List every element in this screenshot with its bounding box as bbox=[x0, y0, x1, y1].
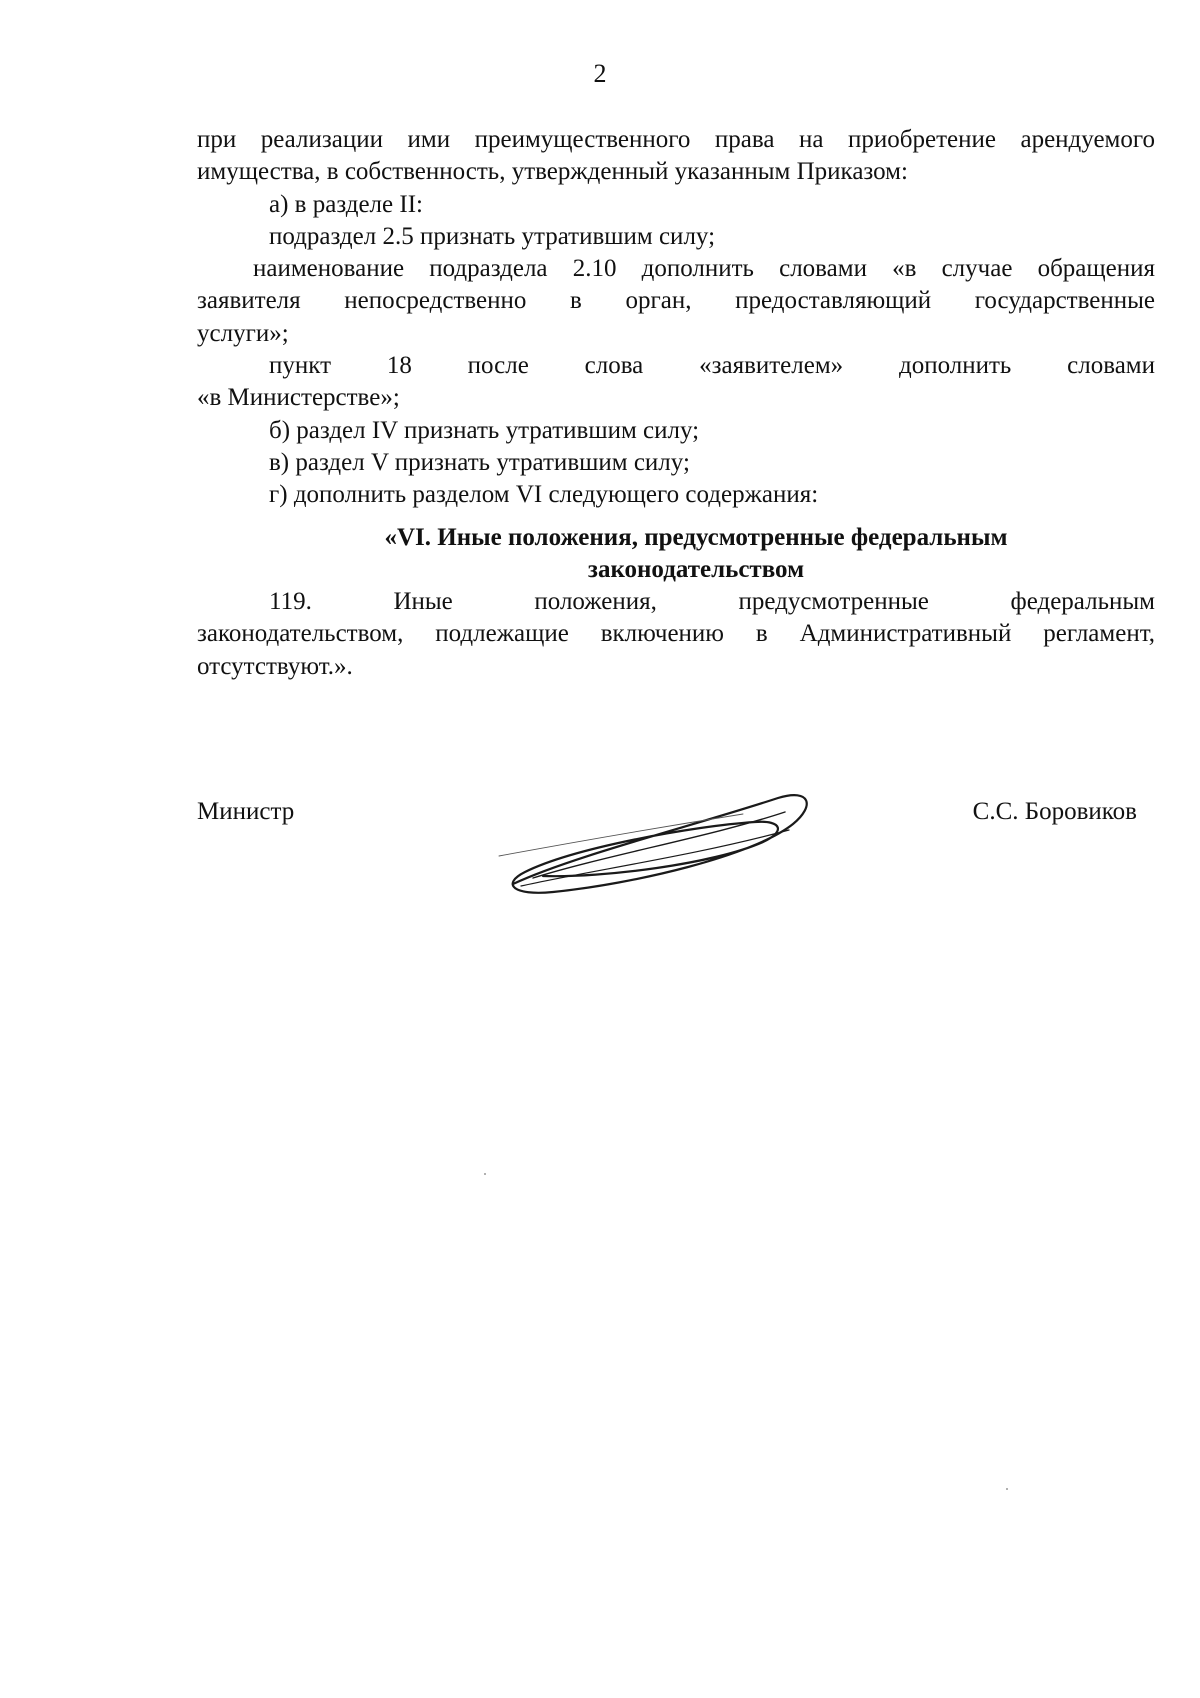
paragraph-line: подраздел 2.5 признать утратившим силу; bbox=[269, 222, 716, 250]
section-heading bbox=[197, 522, 1155, 587]
section-heading-line: законодательством bbox=[587, 555, 805, 583]
list-item-v: в) раздел V признать утратившим силу; bbox=[269, 448, 690, 476]
paragraph-line: при реализации ими преимущественного права на приобретение арендуемого bbox=[197, 126, 1155, 153]
section-heading-line: «VI. Иные положения, предусмотренные федеральным bbox=[384, 523, 1008, 551]
scan-speck bbox=[484, 1173, 486, 1175]
list-item-b: б) раздел IV признать утратившим силу; bbox=[269, 416, 700, 444]
document-body bbox=[197, 124, 1155, 683]
paragraph-line: имущества, в собственность, утвержденный указанным Приказом: bbox=[197, 158, 908, 186]
handwritten-signature bbox=[493, 786, 823, 906]
list-item-g: г) дополнить разделом VI следующего содержания: bbox=[269, 481, 819, 509]
clause-line: отсутствуют.». bbox=[197, 652, 353, 680]
page-number: 2 bbox=[593, 59, 607, 88]
paragraph-line: услуги»; bbox=[197, 319, 289, 347]
paragraph-line: заявителя непосредственно в орган, предоставляющий государственные bbox=[197, 287, 1155, 315]
signature-block bbox=[197, 798, 1137, 908]
signer-title: Министр bbox=[197, 798, 295, 825]
clause-line: 119. Иные положения, предусмотренные федеральным bbox=[269, 588, 1155, 616]
signer-name: С.С. Боровиков bbox=[972, 798, 1137, 825]
clause-line: законодательством, подлежащие включению в Административный регламент, bbox=[197, 620, 1155, 648]
paragraph-line: «в Министерстве»; bbox=[197, 384, 400, 412]
paragraph-line: пункт 18 после слова «заявителем» дополнить словами bbox=[269, 352, 1155, 380]
list-item-a: а) в разделе II: bbox=[269, 190, 423, 218]
scan-speck bbox=[1006, 1488, 1008, 1490]
paragraph-line: наименование подраздела 2.10 дополнить словами «в случае обращения bbox=[253, 255, 1155, 283]
